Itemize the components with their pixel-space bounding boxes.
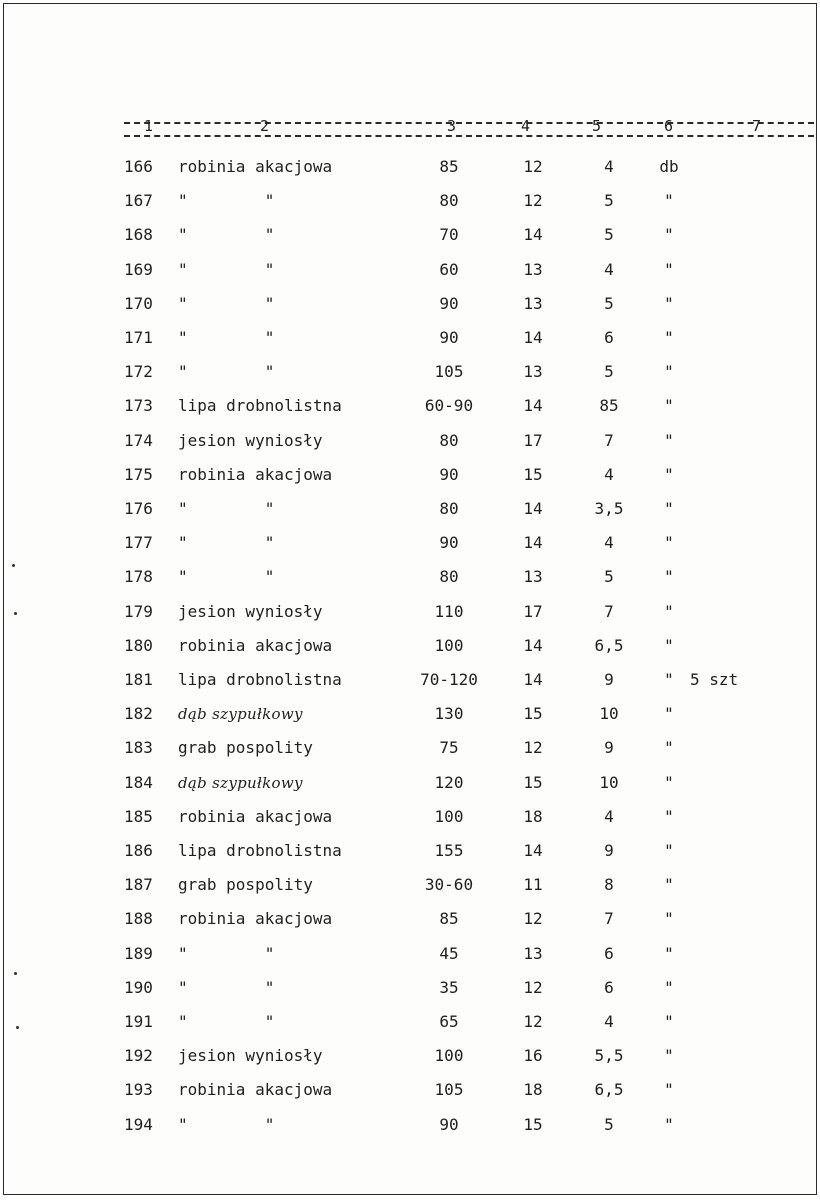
table-row <box>4 560 818 594</box>
table-row <box>4 629 818 663</box>
col-4-value: 13 <box>523 567 543 587</box>
table-row <box>4 731 818 765</box>
margin-mark <box>14 612 17 615</box>
table-row <box>4 526 818 560</box>
species-name: " " <box>178 1012 275 1031</box>
col-5-value: 5 <box>604 567 614 587</box>
row-number: 191 <box>124 1012 153 1031</box>
col-6-value: " <box>664 909 674 929</box>
row-number: 188 <box>124 909 153 929</box>
table-row <box>4 937 818 971</box>
col-4-value: 12 <box>523 738 543 758</box>
col-3-value: 60-90 <box>424 396 474 416</box>
col-6-value: " <box>664 362 674 382</box>
species-name: robinia akacjowa <box>178 1080 333 1100</box>
row-number: 179 <box>124 601 153 621</box>
table-row <box>4 184 818 218</box>
row-number: 190 <box>124 977 153 997</box>
col-6-value: " <box>664 293 674 313</box>
col-3-value: 60 <box>439 259 459 279</box>
row-number: 182 <box>124 704 153 724</box>
species-name: grab pospolity <box>178 738 313 758</box>
col-4-value: 13 <box>523 293 543 313</box>
species-name: " " <box>178 943 275 963</box>
col-4-value: 14 <box>523 841 543 860</box>
species-name: robinia akacjowa <box>178 909 333 929</box>
species-name: dąb szypułkowy <box>178 773 303 792</box>
species-name: robinia akacjowa <box>178 464 333 484</box>
col-6-value: " <box>664 635 674 655</box>
col-6-value: " <box>664 943 674 963</box>
species-name: " " <box>178 499 275 518</box>
col-3-value: 85 <box>439 909 459 929</box>
col-6-value: " <box>664 704 674 724</box>
col-4-value: 17 <box>523 430 543 450</box>
row-number: 169 <box>124 259 153 279</box>
col-5-value: 6 <box>604 328 614 347</box>
header-col-6: 6 <box>664 117 674 135</box>
col-3-value: 120 <box>434 772 464 792</box>
col-3-value: 90 <box>439 1114 459 1134</box>
col-6-value: " <box>664 670 674 689</box>
col-5-value: 8 <box>604 875 614 895</box>
col-3-value: 80 <box>439 499 459 518</box>
column-header <box>124 116 814 146</box>
col-4-value: 18 <box>523 806 543 826</box>
col-5-value: 5 <box>604 362 614 382</box>
col-3-value: 70 <box>439 225 459 245</box>
col-6-value: " <box>664 806 674 826</box>
col-5-value: 4 <box>604 806 614 826</box>
species-name: grab pospolity <box>178 875 313 895</box>
species-name: " " <box>178 362 275 382</box>
table-row <box>4 321 818 355</box>
species-name: " " <box>178 225 275 245</box>
row-number: 183 <box>124 738 153 758</box>
margin-mark <box>16 1026 19 1029</box>
col-3-value: 80 <box>439 567 459 587</box>
species-name: " " <box>178 293 275 313</box>
col-5-value: 5 <box>604 191 614 211</box>
species-name: " " <box>178 259 275 279</box>
col-6-value: " <box>664 772 674 792</box>
col-4-value: 14 <box>523 635 543 655</box>
row-number: 187 <box>124 875 153 895</box>
col-3-value: 130 <box>434 704 464 724</box>
row-number: 189 <box>124 943 153 963</box>
col-6-value: " <box>664 464 674 484</box>
row-number: 192 <box>124 1046 153 1066</box>
col-6-value: " <box>664 1046 674 1066</box>
species-name: jesion wyniosły <box>178 430 323 450</box>
col-3-value: 90 <box>439 533 459 553</box>
col-5-value: 9 <box>604 841 614 860</box>
species-name: dąb szypułkowy <box>178 705 303 724</box>
col-3-value: 65 <box>439 1012 459 1031</box>
document-page <box>3 3 817 1195</box>
col-4-value: 12 <box>523 977 543 997</box>
row-number: 173 <box>124 396 153 416</box>
col-6-value: " <box>664 875 674 895</box>
col-3-value: 110 <box>434 601 464 621</box>
col-6-value: " <box>664 533 674 553</box>
col-6-value: " <box>664 841 674 860</box>
col-5-value: 5 <box>604 293 614 313</box>
header-col-7: 7 <box>752 117 762 135</box>
col-5-value: 6 <box>604 977 614 997</box>
row-number: 166 <box>124 157 153 176</box>
row-number: 194 <box>124 1114 153 1134</box>
col-4-value: 15 <box>523 772 543 792</box>
species-name: robinia akacjowa <box>178 806 333 826</box>
col-4-value: 18 <box>523 1080 543 1100</box>
row-number: 172 <box>124 362 153 382</box>
col-6-value: " <box>664 1080 674 1100</box>
margin-mark <box>14 972 17 975</box>
table-row <box>4 1005 818 1039</box>
species-name: robinia akacjowa <box>178 157 333 176</box>
col-5-value: 6,5 <box>594 635 624 655</box>
row-number: 167 <box>124 191 153 211</box>
row-number: 174 <box>124 430 153 450</box>
species-name: lipa drobnolistna <box>178 670 342 689</box>
col-4-value: 15 <box>523 464 543 484</box>
table-row <box>4 766 818 800</box>
col-4-value: 14 <box>523 396 543 416</box>
col-5-value: 10 <box>599 772 619 792</box>
col-3-value: 35 <box>439 977 459 997</box>
row-number: 178 <box>124 567 153 587</box>
margin-mark <box>12 564 15 567</box>
table-row <box>4 389 818 423</box>
table-row <box>4 1039 818 1073</box>
table-row <box>4 458 818 492</box>
table-row <box>4 595 818 629</box>
col-3-value: 90 <box>439 328 459 347</box>
col-5-value: 5 <box>604 1114 614 1134</box>
row-number: 171 <box>124 328 153 347</box>
col-5-value: 4 <box>604 157 614 176</box>
row-number: 175 <box>124 464 153 484</box>
col-4-value: 14 <box>523 533 543 553</box>
col-4-value: 13 <box>523 362 543 382</box>
col-5-value: 7 <box>604 601 614 621</box>
col-5-value: 85 <box>599 396 619 416</box>
col-5-value: 3,5 <box>594 499 624 518</box>
col-5-value: 4 <box>604 464 614 484</box>
col-5-value: 7 <box>604 909 614 929</box>
col-4-value: 12 <box>523 909 543 929</box>
col-3-value: 155 <box>434 841 464 860</box>
col-6-value: " <box>664 601 674 621</box>
species-name: " " <box>178 328 275 347</box>
row-number: 170 <box>124 293 153 313</box>
col-4-value: 13 <box>523 943 543 963</box>
table-row <box>4 1073 818 1107</box>
col-5-value: 4 <box>604 1012 614 1031</box>
col-6-value: " <box>664 328 674 347</box>
row-number: 185 <box>124 806 153 826</box>
col-4-value: 14 <box>523 225 543 245</box>
col-3-value: 45 <box>439 943 459 963</box>
species-name: lipa drobnolistna <box>178 841 342 860</box>
col-3-value: 75 <box>439 738 459 758</box>
col-3-value: 80 <box>439 430 459 450</box>
table-row <box>4 424 818 458</box>
row-number: 180 <box>124 635 153 655</box>
col-6-value: " <box>664 567 674 587</box>
col-6-value: " <box>664 191 674 211</box>
col-5-value: 9 <box>604 670 614 689</box>
col-3-value: 70-120 <box>420 670 478 689</box>
header-col-5: 5 <box>592 117 602 135</box>
header-col-4: 4 <box>521 117 531 135</box>
row-number: 193 <box>124 1080 153 1100</box>
species-name: " " <box>178 1114 275 1134</box>
col-4-value: 15 <box>523 1114 543 1134</box>
species-name: jesion wyniosły <box>178 601 323 621</box>
row-number: 181 <box>124 670 153 689</box>
col-4-value: 14 <box>523 670 543 689</box>
col-5-value: 5 <box>604 225 614 245</box>
header-dashed-line-top <box>124 122 814 124</box>
table-row <box>4 492 818 526</box>
species-name: " " <box>178 977 275 997</box>
table-row <box>4 868 818 902</box>
species-name: jesion wyniosły <box>178 1046 323 1066</box>
table-row <box>4 253 818 287</box>
header-dashed-line-bottom <box>124 135 814 137</box>
col-6-value: " <box>664 430 674 450</box>
header-col-1: 1 <box>144 117 154 135</box>
col-3-value: 100 <box>434 806 464 826</box>
col-5-value: 4 <box>604 533 614 553</box>
col-4-value: 12 <box>523 157 543 176</box>
table-row <box>4 287 818 321</box>
col-3-value: 90 <box>439 464 459 484</box>
table-row <box>4 663 818 697</box>
col-6-value: " <box>664 977 674 997</box>
col-5-value: 6 <box>604 943 614 963</box>
col-3-value: 90 <box>439 293 459 313</box>
col-7-note: 5 szt <box>690 670 739 689</box>
species-name: " " <box>178 533 275 553</box>
table-row <box>4 834 818 868</box>
col-4-value: 12 <box>523 191 543 211</box>
row-number: 176 <box>124 499 153 518</box>
row-number: 168 <box>124 225 153 245</box>
col-6-value: " <box>664 1114 674 1134</box>
col-4-value: 11 <box>523 875 543 895</box>
col-4-value: 15 <box>523 704 543 724</box>
col-5-value: 7 <box>604 430 614 450</box>
col-3-value: 105 <box>434 1080 464 1100</box>
col-4-value: 13 <box>523 259 543 279</box>
col-6-value: " <box>664 225 674 245</box>
col-3-value: 85 <box>439 157 459 176</box>
col-3-value: 100 <box>434 635 464 655</box>
table-row <box>4 355 818 389</box>
table-row <box>4 800 818 834</box>
col-4-value: 14 <box>523 499 543 518</box>
header-col-3: 3 <box>447 117 457 135</box>
table-row <box>4 697 818 731</box>
col-6-value: " <box>664 1012 674 1031</box>
table-row <box>4 971 818 1005</box>
species-name: " " <box>178 567 275 587</box>
col-3-value: 100 <box>434 1046 464 1066</box>
table-row <box>4 1108 818 1142</box>
col-5-value: 5,5 <box>594 1046 624 1066</box>
col-6-value: " <box>664 396 674 416</box>
col-3-value: 105 <box>434 362 464 382</box>
col-3-value: 30-60 <box>424 875 474 895</box>
row-number: 184 <box>124 772 153 792</box>
col-6-value: " <box>664 499 674 518</box>
col-5-value: 4 <box>604 259 614 279</box>
col-5-value: 9 <box>604 738 614 758</box>
species-name: lipa drobnolistna <box>178 396 342 416</box>
row-number: 186 <box>124 841 153 860</box>
col-6-value: " <box>664 738 674 758</box>
table-row <box>4 150 818 184</box>
species-name: robinia akacjowa <box>178 635 333 655</box>
col-4-value: 14 <box>523 328 543 347</box>
col-5-value: 6,5 <box>594 1080 624 1100</box>
table-row <box>4 218 818 252</box>
col-3-value: 80 <box>439 191 459 211</box>
col-4-value: 12 <box>523 1012 543 1031</box>
col-6-value: db <box>659 157 679 176</box>
col-4-value: 17 <box>523 601 543 621</box>
species-name: " " <box>178 191 275 211</box>
row-number: 177 <box>124 533 153 553</box>
table-row <box>4 902 818 936</box>
col-4-value: 16 <box>523 1046 543 1066</box>
col-5-value: 10 <box>599 704 619 724</box>
col-6-value: " <box>664 259 674 279</box>
header-col-2: 2 <box>260 117 270 135</box>
